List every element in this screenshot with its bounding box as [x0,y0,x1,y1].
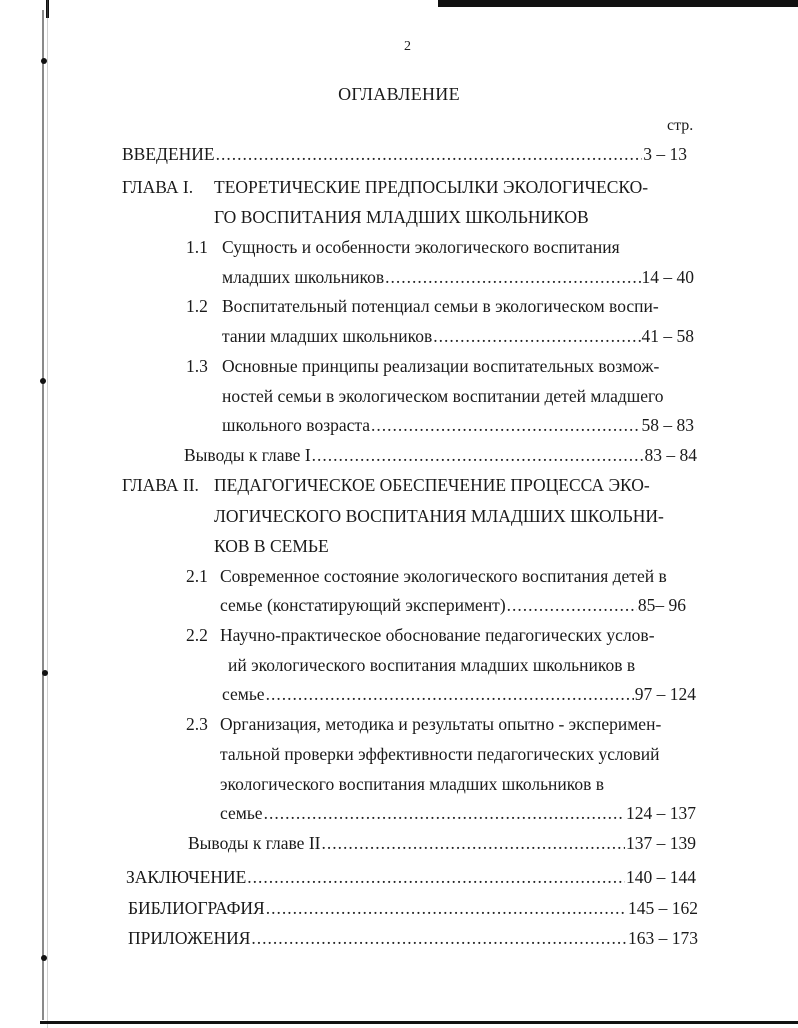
section-1-3-line2[interactable]: ностей семьи в экологическом воспитании детей младшего [222,386,664,406]
scan-speck [42,670,48,676]
section-1-2-entry[interactable] [222,325,694,347]
leader-dots [312,444,644,466]
leader-dots [266,683,634,705]
section-2-3-entry[interactable] [220,802,696,824]
toc-pages: 124 – 137 [626,803,696,823]
scan-speck [40,378,46,384]
section-2-2-entry[interactable] [222,683,696,705]
section-1-3-number: 1.3 [186,356,208,376]
toc-label: младших школьников [222,267,385,287]
leader-dots [251,927,627,949]
toc-entry-conclusion[interactable] [126,866,696,888]
toc-label: семье [220,803,263,823]
chapter2-title-line1[interactable]: ПЕДАГОГИЧЕСКОЕ ОБЕСПЕЧЕНИЕ ПРОЦЕССА ЭКО- [214,475,650,495]
chapter1-number: ГЛАВА I. [122,177,194,197]
leader-dots [266,897,627,919]
scan-edge-left-inner [47,0,48,1028]
toc-entry-bibliography[interactable] [128,897,698,919]
section-2-3-line3[interactable]: экологического воспитания младших школьников в [220,774,605,794]
toc-label: тании младших школьников [222,326,433,346]
page-column-label: стр. [667,117,694,134]
leader-dots [507,594,637,616]
toc-label: БИБЛИОГРАФИЯ [128,898,265,918]
toc-pages: 137 – 139 [626,833,696,853]
chapter1-title-line2[interactable]: ГО ВОСПИТАНИЯ МЛАДШИХ ШКОЛЬНИКОВ [214,207,589,227]
toc-label: Выводы к главе I [184,445,311,465]
chapter1-title-line1[interactable]: ТЕОРЕТИЧЕСКИЕ ПРЕДПОСЫЛКИ ЭКОЛОГИЧЕСКО- [214,177,649,197]
page-title: ОГЛАВЛЕНИЕ [338,84,460,104]
section-2-3-line2[interactable]: тальной проверки эффективности педагогических условий [220,744,660,764]
toc-pages: 85– 96 [637,595,686,615]
toc-pages: 14 – 40 [641,267,694,287]
page-number: 2 [404,39,411,54]
section-2-2-number: 2.2 [186,625,208,645]
leader-dots [433,325,640,347]
section-1-1-line1[interactable]: Сущность и особенности экологического воспитания [222,237,620,257]
toc-label: Выводы к главе II [188,833,321,853]
section-2-1-number: 2.1 [186,566,208,586]
toc-pages: 41 – 58 [641,326,694,346]
chapter2-title-line3[interactable]: КОВ В СЕМЬЕ [214,536,329,556]
scan-edge-left [42,10,44,1020]
toc-label: семье (констатирующий эксперимент) [220,595,506,615]
section-1-2-number: 1.2 [186,296,208,316]
section-2-2-line2[interactable]: ий экологического воспитания младших школьников в [228,655,636,675]
scan-edge-bar-top [438,0,798,7]
chapter2-conclusion-entry[interactable] [188,832,696,854]
chapter2-title-line2[interactable]: ЛОГИЧЕСКОГО ВОСПИТАНИЯ МЛАДШИХ ШКОЛЬНИ- [214,506,664,526]
section-2-2-line1[interactable]: Научно-практическое обоснование педагогических услов- [220,625,655,645]
toc-label: семье [222,684,265,704]
toc-label: ВВЕДЕНИЕ [122,144,215,164]
toc-pages: 58 – 83 [641,415,694,435]
toc-pages: 97 – 124 [634,684,696,704]
section-2-1-line1[interactable]: Современное состояние экологического воспитания детей в [220,566,667,586]
toc-pages: 163 – 173 [628,928,698,948]
scan-speck [41,58,47,64]
toc-pages: 145 – 162 [628,898,698,918]
section-1-1-number: 1.1 [186,237,208,257]
section-2-1-entry[interactable] [220,594,686,616]
chapter2-number: ГЛАВА II. [122,475,199,495]
toc-entry-appendix[interactable] [128,927,698,949]
scan-edge-bottom [40,1021,798,1024]
section-1-3-entry[interactable] [222,414,694,436]
section-1-1-entry[interactable] [222,266,694,288]
leader-dots [371,414,640,436]
leader-dots [385,266,640,288]
leader-dots [321,832,625,854]
toc-label: школьного возраста [222,415,371,435]
leader-dots [216,143,643,165]
leader-dots [247,866,625,888]
leader-dots [264,802,625,824]
toc-label: ЗАКЛЮЧЕНИЕ [126,867,247,887]
section-2-3-line1[interactable]: Организация, методика и результаты опытно - эксперимен- [220,714,662,734]
toc-pages: 3 – 13 [643,144,687,164]
chapter1-conclusion-entry[interactable] [184,444,697,466]
scan-speck [41,955,47,961]
section-1-3-line1[interactable]: Основные принципы реализации воспитательных возмож- [222,356,660,376]
toc-label: ПРИЛОЖЕНИЯ [128,928,251,948]
section-1-2-line1[interactable]: Воспитательный потенциал семьи в экологическом воспи- [222,296,659,316]
toc-pages: 83 – 84 [644,445,697,465]
toc-entry-intro[interactable] [122,143,687,165]
section-2-3-number: 2.3 [186,714,208,734]
toc-pages: 140 – 144 [626,867,696,887]
